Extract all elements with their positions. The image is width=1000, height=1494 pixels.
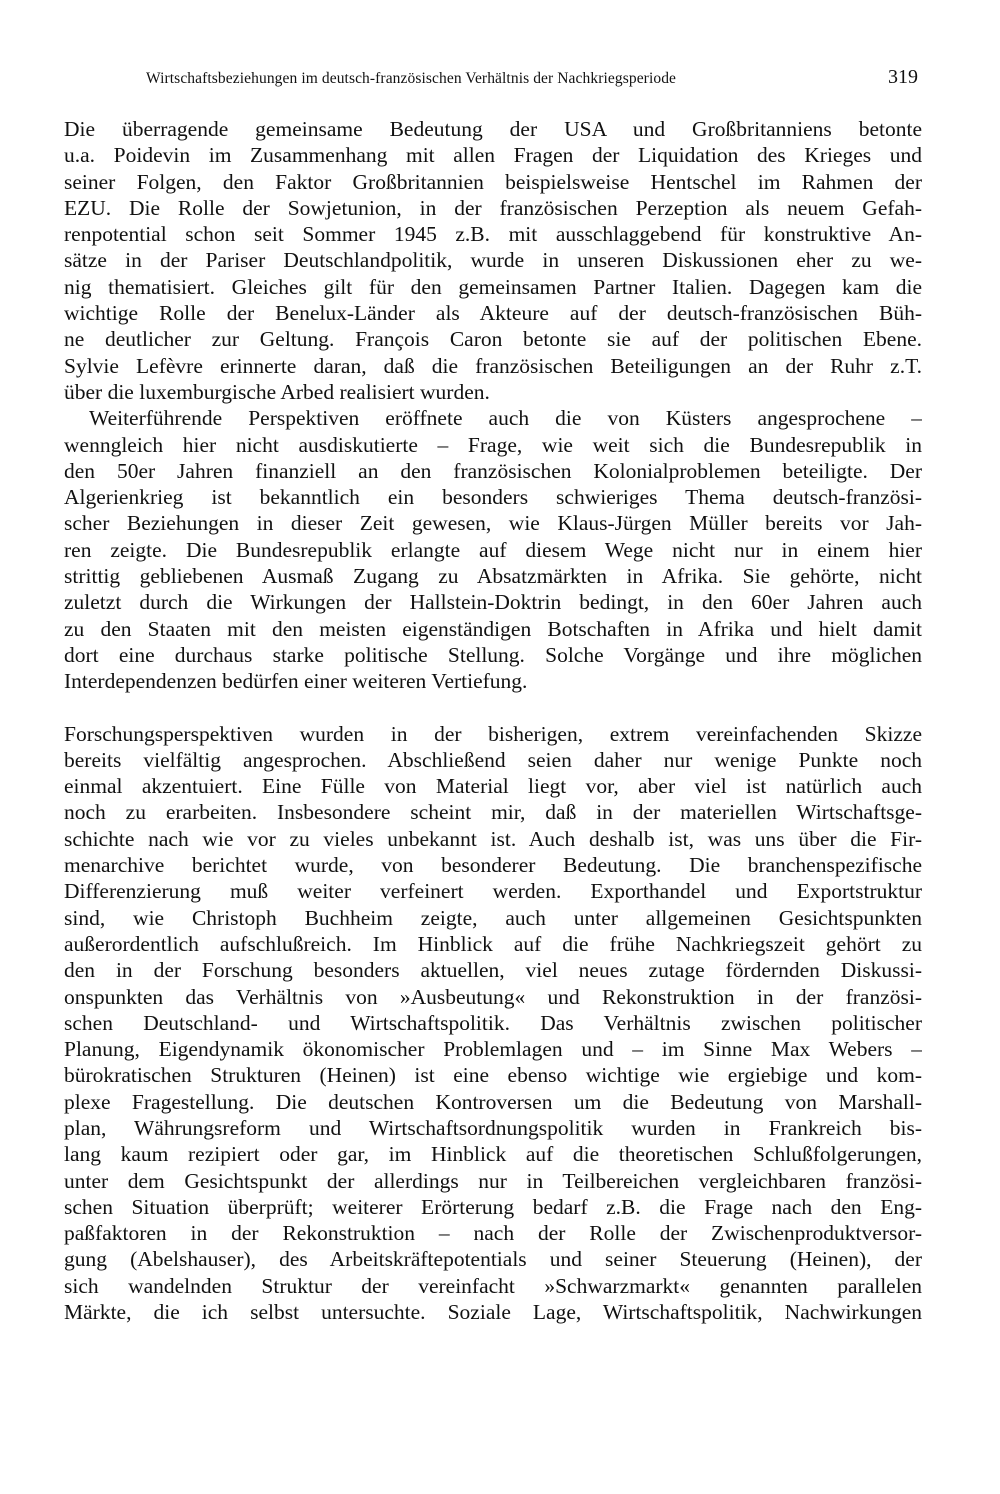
text-line: wichtige Rolle der Benelux-Länder als Akteure auf der deutsch-französischen Büh-: [64, 301, 922, 326]
text-line: Planung, Eigendynamik ökonomischer Problemlagen und – im Sinne Max Webers –: [64, 1037, 922, 1062]
text-line: EZU. Die Rolle der Sowjetunion, in der französischen Perzeption als neuem Gefah-: [64, 195, 922, 220]
text-line: zu den Staaten mit den meisten eigenständigen Botschaften in Afrika und hielt damit: [64, 616, 922, 641]
text-line: zuletzt durch die Wirkungen der Hallstein-Doktrin bedingt, in den 60er Jahren auch: [64, 590, 922, 615]
text-line: bürokratischen Strukturen (Heinen) ist eine ebenso wichtige wie ergiebige und kom-: [64, 1063, 922, 1088]
body-text: [64, 116, 922, 1325]
text-line: seiner Folgen, den Faktor Großbritannien beispielsweise Hentschel im Rahmen der: [64, 169, 922, 194]
text-line: Sylvie Lefèvre erinnerte daran, daß die französischen Beteiligungen an der Ruhr z.T.: [64, 353, 922, 378]
text-line: bereits vielfältig angesprochen. Abschließend seien daher nur wenige Punkte noch: [64, 747, 922, 772]
text-line: dort eine durchaus starke politische Stellung. Solche Vorgänge und ihre möglichen: [64, 642, 922, 667]
text-line: über die luxemburgische Arbed realisiert wurden.: [64, 379, 490, 404]
text-line: lang kaum rezipiert oder gar, im Hinblick auf die theoretischen Schlußfolgerungen,: [64, 1142, 922, 1167]
text-line: noch zu erarbeiten. Insbesondere scheint mir, daß in der materiellen Wirtschaftsge-: [64, 800, 922, 825]
text-line: den in der Forschung besonders aktuellen, viel neues zutage fördernden Diskussi-: [64, 958, 922, 983]
text-line: sich wandelnden Struktur der vereinfacht »Schwarzmarkt« genannten parallelen: [64, 1273, 922, 1298]
text-line: gung (Abelshauser), des Arbeitskräftepotentials und seiner Steuerung (Heinen), der: [64, 1247, 922, 1272]
text-line: schen Deutschland- und Wirtschaftspolitik. Das Verhältnis zwischen politischer: [64, 1010, 922, 1035]
text-line: wenngleich hier nicht ausdiskutierte – Frage, wie weit sich die Bundesrepublik in: [64, 432, 922, 457]
text-line: plexe Fragestellung. Die deutschen Kontroversen um die Bedeutung von Marshall-: [64, 1089, 922, 1114]
text-line: ne deutlicher zur Geltung. François Caron betonte sie auf der politischen Ebene.: [64, 327, 922, 352]
paragraph-1: [64, 116, 922, 405]
paragraph-2: [64, 405, 922, 694]
running-header: [146, 66, 922, 88]
text-line: sätze in der Pariser Deutschlandpolitik, wurde in unseren Diskussionen eher zu we-: [64, 248, 922, 273]
text-line: Interdependenzen bedürfen einer weiteren Vertiefung.: [64, 669, 528, 694]
page-number: 319: [888, 66, 918, 88]
text-line: onspunkten das Verhältnis von »Ausbeutung« und Rekonstruktion in der französi-: [64, 984, 922, 1009]
text-line: plan, Währungsreform und Wirtschaftsordnungspolitik wurden in Frankreich bis-: [64, 1115, 922, 1140]
section-gap: [64, 695, 922, 721]
running-header-title: Wirtschaftsbeziehungen im deutsch-französischen Verhältnis der Nachkriegsperiode: [146, 70, 677, 87]
text-line: ren zeigte. Die Bundesrepublik erlangte auf diesem Wege nicht nur in einem hier: [64, 537, 922, 562]
text-line: Weiterführende Perspektiven eröffnete auch die von Küsters angesprochene –: [89, 406, 922, 431]
text-line: schen Situation überprüft; weiterer Erörterung bedarf z.B. die Frage nach den Eng-: [64, 1194, 922, 1219]
text-line: renpotential schon seit Sommer 1945 z.B. mit ausschlaggebend für konstruktive An-: [64, 222, 922, 247]
book-page: [64, 0, 922, 1494]
text-line: u.a. Poidevin im Zusammenhang mit allen Fragen der Liquidation des Krieges und: [64, 143, 922, 168]
text-line: außerordentlich aufschlußreich. Im Hinblick auf die frühe Nachkriegszeit gehört zu: [64, 931, 922, 956]
text-line: unter dem Gesichtspunkt der allerdings nur in Teilbereichen vergleichbaren französi-: [64, 1168, 922, 1193]
text-line: scher Beziehungen in dieser Zeit gewesen, wie Klaus-Jürgen Müller bereits vor Jah-: [64, 511, 922, 536]
text-line: Märkte, die ich selbst untersuchte. Soziale Lage, Wirtschaftspolitik, Nachwirkungen: [64, 1300, 922, 1325]
text-line: menarchive berichtet wurde, von besonderer Bedeutung. Die branchenspezifische: [64, 853, 922, 878]
text-line: Die überragende gemeinsame Bedeutung der USA und Großbritanniens betonte: [64, 117, 922, 141]
text-line: Forschungsperspektiven wurden in der bisherigen, extrem vereinfachenden Skizze: [64, 721, 922, 746]
text-line: schichte nach wie vor zu vieles unbekannt ist. Auch deshalb ist, was uns über die Fir-: [64, 826, 922, 851]
text-line: Algerienkrieg ist bekanntlich ein besonders schwieriges Thema deutsch-französi-: [64, 485, 922, 510]
text-line: nig thematisiert. Gleiches gilt für den gemeinsamen Partner Italien. Dagegen kam die: [64, 274, 922, 299]
text-line: sind, wie Christoph Buchheim zeigte, auch unter allgemeinen Gesichtspunkten: [64, 905, 922, 930]
text-line: den 50er Jahren finanziell an den französischen Kolonialproblemen beteiligte. Der: [64, 458, 922, 483]
text-line: einmal akzentuiert. Eine Fülle von Material liegt vor, aber viel ist natürlich auch: [64, 774, 922, 799]
text-line: paßfaktoren in der Rekonstruktion – nach der Rolle der Zwischenproduktversor-: [64, 1221, 922, 1246]
text-line: Differenzierung muß weiter verfeinert werden. Exporthandel und Exportstruktur: [64, 879, 922, 904]
paragraph-3: [64, 721, 922, 1326]
text-line: strittig gebliebenen Ausmaß Zugang zu Absatzmärkten in Afrika. Sie gehörte, nicht: [64, 564, 922, 589]
